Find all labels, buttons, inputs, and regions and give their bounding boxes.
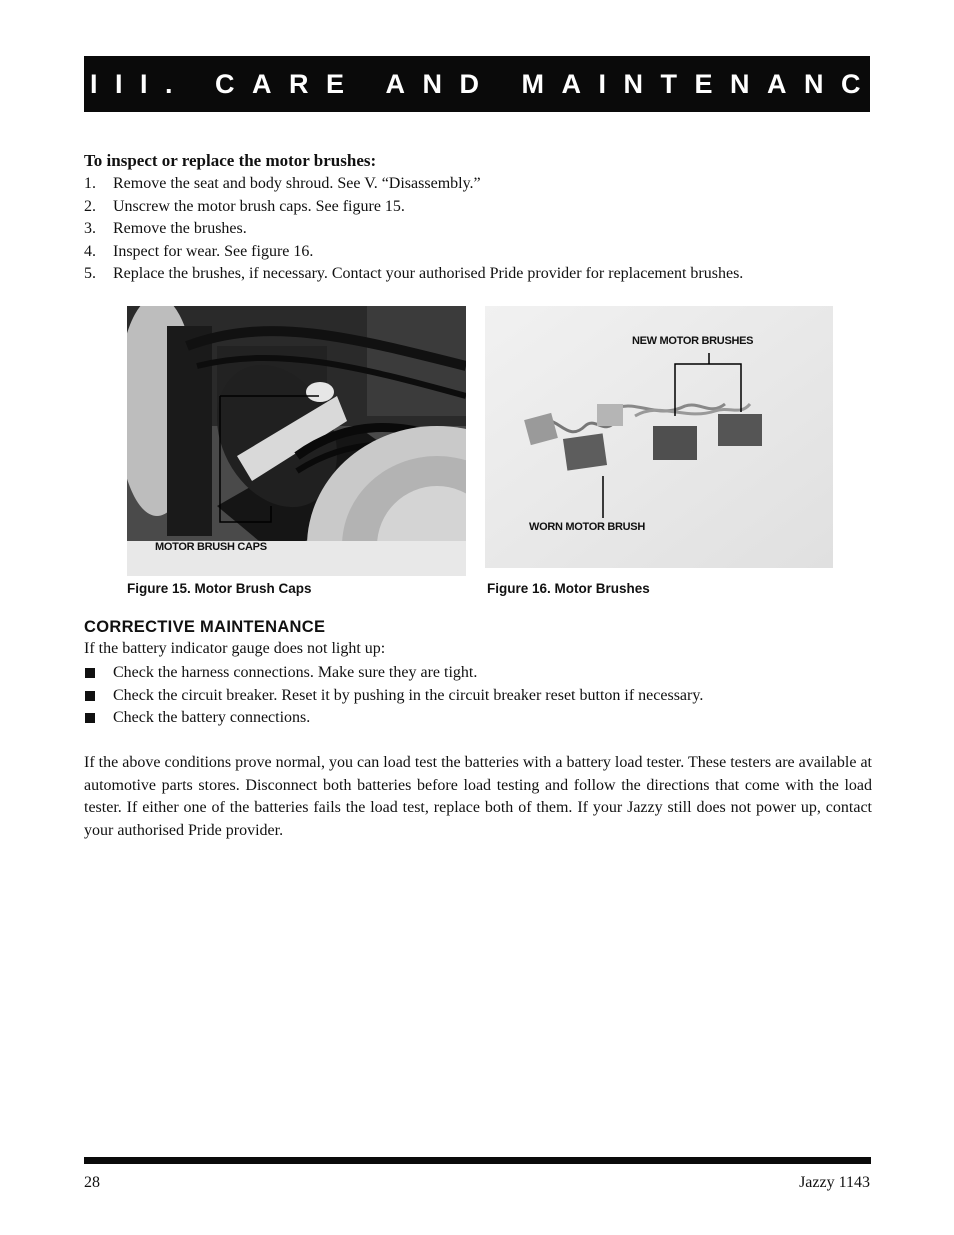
footer-rule	[84, 1157, 871, 1164]
load-test-paragraph: If the above conditions prove normal, you can load test the batteries with a battery load tester. These testers are available at automotive parts stores. Disconnect both batteries before load testing and follow the directions that come with the load tester. If either one of the batteries fails the load test, replace both of them. If your Jazzy still does not power up, contact your authorised Pride provider.	[84, 754, 872, 839]
square-bullet-icon	[85, 713, 95, 723]
worn-motor-brush-label: WORN MOTOR BRUSH	[529, 521, 645, 533]
new-motor-brushes-label: NEW MOTOR BRUSHES	[632, 335, 754, 347]
page-number: 28	[84, 1174, 100, 1191]
bullet-text: Check the battery connections.	[113, 709, 311, 726]
step-number: 3.	[84, 220, 96, 237]
figure-16-photo	[485, 306, 833, 568]
brushes-steps-list	[84, 173, 743, 286]
footer-model-name: Jazzy 1143	[799, 1174, 870, 1191]
square-bullet-icon	[85, 691, 95, 701]
step-text: Remove the seat and body shroud. See V. “Disassembly.”	[113, 175, 481, 192]
motor-photo-illustration	[127, 306, 466, 576]
list-item	[84, 218, 743, 241]
list-item	[84, 196, 743, 219]
list-item	[84, 173, 743, 196]
step-number: 2.	[84, 197, 96, 215]
figure-16-caption: Figure 16. Motor Brushes	[487, 581, 650, 596]
corrective-maintenance-heading: CORRECTIVE MAINTENANCE	[84, 618, 326, 636]
brushes-heading: To inspect or replace the motor brushes:	[84, 151, 377, 170]
step-text: Remove the brushes.	[113, 220, 247, 237]
list-item	[84, 241, 743, 264]
motor-brush-caps-label: MOTOR BRUSH CAPS	[155, 541, 267, 553]
bullet-text: Check the harness connections. Make sure they are tight.	[113, 664, 478, 681]
list-item	[84, 707, 703, 730]
chapter-title: VIII. CARE AND MAINTENANCE	[54, 68, 914, 99]
chapter-header-bar	[54, 56, 914, 112]
list-item	[84, 685, 703, 708]
corrective-bullet-list	[84, 662, 703, 730]
step-text: Replace the brushes, if necessary. Contact your authorised Pride provider for replacement brushes.	[113, 265, 744, 282]
list-item	[84, 263, 743, 286]
step-number: 5.	[84, 265, 96, 282]
corrective-intro: If the battery indicator gauge does not light up:	[84, 640, 386, 657]
bullet-text: Check the circuit breaker. Reset it by pushing in the circuit breaker reset button if necessary.	[113, 686, 704, 704]
square-bullet-icon	[85, 668, 95, 678]
figure-15-photo	[127, 306, 466, 576]
figure-15-caption: Figure 15. Motor Brush Caps	[127, 581, 312, 596]
list-item	[84, 662, 703, 685]
step-text: Inspect for wear. See figure 16.	[113, 242, 314, 260]
step-number: 4.	[84, 242, 96, 260]
step-number: 1.	[84, 175, 96, 192]
step-text: Unscrew the motor brush caps. See figure 15.	[113, 197, 405, 215]
